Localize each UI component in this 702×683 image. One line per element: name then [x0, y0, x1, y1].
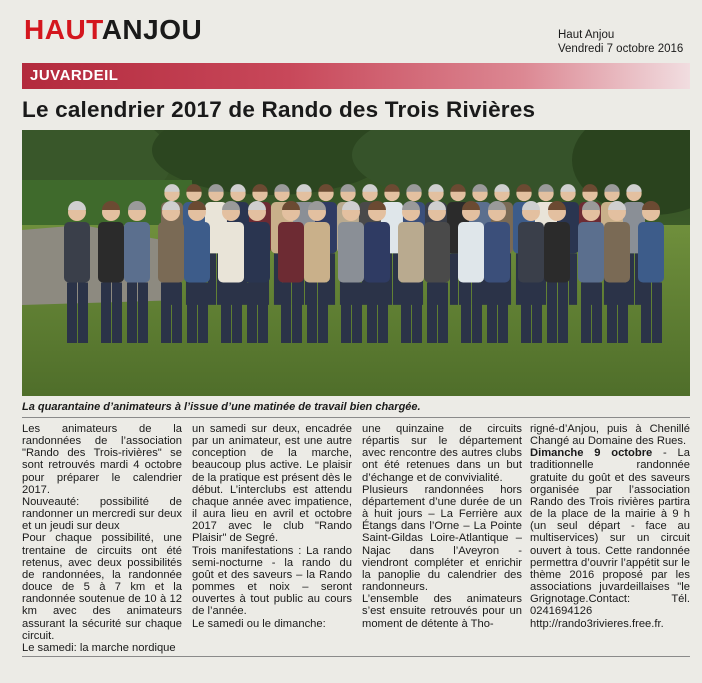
edition-name: Haut Anjou	[558, 29, 615, 41]
paragraph	[530, 447, 690, 629]
article-column-1	[22, 423, 182, 654]
paragraph: Le samedi ou le dimanche:	[192, 617, 326, 630]
masthead-part2: ANJOU	[101, 14, 203, 45]
paragraph: Trois manifestations : La rando semi-nocturne - la rando du goût et des saveurs – la Rando pommes et noix – seront ouvertes à tout public au cours de l’année.	[192, 544, 352, 618]
bottom-divider	[22, 656, 690, 657]
publication-date: Vendredi 7 octobre 2016	[558, 43, 684, 55]
photo-caption: La quarantaine d’animateurs à l’issue d’une matinée de travail bien chargée.	[22, 401, 421, 413]
paragraph: une quinzaine de circuits répartis sur le département avec rencontre des autres clubs ont été retenues dans un but d’échange et de convivialité.	[362, 423, 522, 484]
event-details: - La traditionnelle randonnée gratuite du goût et des saveurs organisée par l’association Rando des Trois rivières partira de la place de la mairie à 9 h (un seul départ - face au multiservices) sur un circuit ouvert à tous. Cette randonnée permettra d’ouvrir l’appétit sur le thème 2016 proposé par les associations juvardeillaises "le Grignotage.Contact: Tél. 0241694126 http://rando3rivieres.free.fr.	[530, 447, 691, 630]
paragraph: un samedi sur deux, encadrée par un animateur, est une autre conception de la marche, beaucoup plus active. Le plaisir de la pratique est présent dès le début. L’interclubs est attendu chaque année avec impatience, il aura lieu en avril et octobre 2017 avec le club "Rando Plaisir" de Segré.	[192, 423, 352, 545]
paragraph: Plusieurs randonnées hors département d’une durée de un à huit jours – La Ferrière aux Étangs dans l’Orne – La Pointe Saint-Gildas Loire-Atlantique – Najac dans l’Aveyron - viendront compléter et enrichir la panoplie du calendrier des randonneurs.	[362, 483, 522, 594]
section-rubric	[22, 63, 690, 89]
dateline	[558, 28, 684, 56]
masthead-logo	[24, 16, 202, 44]
paragraph: rigné-d’Anjou, puis à Chenillé Changé au Domaine des Rues.	[530, 423, 690, 448]
article-body	[22, 423, 690, 653]
caption-divider	[22, 417, 690, 418]
article-column-2	[192, 423, 352, 630]
group-photo	[22, 130, 690, 396]
article-headline: Le calendrier 2017 de Rando des Trois Rivières	[22, 97, 536, 122]
masthead-part1: HAUT	[24, 14, 102, 45]
paragraph: Les animateurs de la randonnées de l’association "Rando des Trois-rivières" se sont retrouvés mardi 4 octobre pour préparer le calendrier 2017.	[22, 423, 182, 496]
article-column-4	[530, 423, 690, 630]
event-date: Dimanche 9 octobre	[530, 447, 653, 460]
group-photo-illustration	[22, 130, 690, 396]
rubric-label: JUVARDEIL	[30, 67, 119, 84]
paragraph: Pour chaque possibilité, une trentaine de circuits ont été retenus, avec deux possibilités de randonnées, la randonnée douce de 5 à 7 km et la randonnée soutenue de 10 à 12 km avec des animateurs assurant la sécurité sur chaque circuit.	[22, 532, 182, 642]
paragraph: L’ensemble des animateurs s’est ensuite retrouvés pour un moment de détente à Tho-	[362, 593, 522, 630]
article-column-3	[362, 423, 522, 630]
paragraph: Le samedi: la marche nordique	[22, 641, 176, 654]
paragraph: Nouveauté: possibilité de randonner un mercredi sur deux et un jeudi sur deux	[22, 495, 182, 533]
